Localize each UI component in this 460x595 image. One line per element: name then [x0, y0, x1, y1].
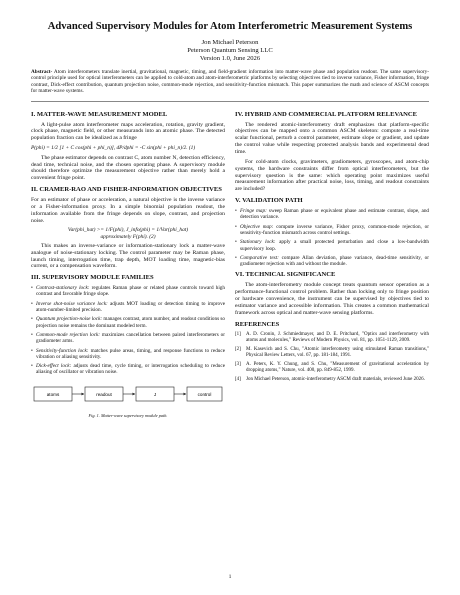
paragraph: This makes an inverse-variance or information-stationary lock a matter-wave analogue of noise-stationary locking. The control parameter may be Raman phase, launch timing, interrogation time, trap depth, MOT loading time, magnetic-bias current, or a compensation waveform. — [31, 242, 225, 270]
author-organization: Peterson Quantum Sensing LLC — [187, 47, 273, 54]
divider — [31, 101, 429, 102]
list-item: • Dick-effect lock: adjusts dead time, cycle timing, or interrogation scheduling to reduce aliasing of oscillator or vibration noise. — [31, 363, 225, 376]
diagram-label-control: control — [197, 391, 212, 397]
section-heading-6: VI. TECHNICAL SIGNIFICANCE — [235, 271, 336, 279]
list-item: • Common-mode rejection lock: maximizes cancellation between paired interferometers or gradiometer arms. — [31, 332, 225, 345]
equation-1: P(phi) = 1/2 [1 + C cos(phi + phi_n)], dP/dphi = -C sin(phi + phi_n)/2. (1) — [31, 145, 196, 152]
reference-item: [4] Jon Michael Peterson, atomic-interferometry ASCM draft materials, reviewed June 2026. — [235, 377, 425, 383]
section-heading-4: IV. HYBRID AND COMMERCIAL PLATFORM RELEVANCE — [235, 110, 418, 118]
page-number: 1 — [228, 574, 232, 580]
diagram-label-atoms: atoms — [46, 391, 60, 397]
paragraph: A light-pulse atom interferometer maps acceleration, rotation, gravity gradient, clock phase, magnetic field, or other measurands into an atomic phase. The detected population fraction can be idealized as a fringe — [31, 121, 225, 142]
validation-list — [235, 208, 429, 267]
list-item: • Sensitivity-function lock: matches pulse areas, timing, and response functions to reduce vibration or aliasing sensitivity. — [31, 348, 225, 361]
list-item: • Inverse shot-noise variance lock: adjusts MOT loading or detection timing to improve atom-number-limited precision. — [31, 301, 225, 314]
references-heading: REFERENCES — [235, 320, 280, 328]
paper-title: Advanced Supervisory Modules for Atom Interferometric Measurement Systems — [47, 21, 413, 32]
reference-item: [1] A. D. Cronin, J. Schmiedmayer, and D. E. Pritchard, "Optics and interferometry with atoms and molecules," Reviews of Modern Physics, vol. 81, pp. 1051-1129, 2009. — [235, 331, 429, 343]
diagram-label-readout: readout — [96, 391, 112, 397]
left-column — [31, 107, 225, 420]
paragraph: For an estimator of phase or acceleration, a natural objective is the inverse variance or a Fisher-information proxy. In a simple binomial population readout, the information available from the fringe depends on slope, contrast, and projection noise. — [31, 197, 225, 224]
right-column — [235, 107, 429, 420]
diagram-label-j: J — [153, 391, 157, 397]
section-heading-5: V. VALIDATION PATH — [235, 197, 303, 205]
paragraph: For cold-atom clocks, gravimeters, gradiometers, gyroscopes, and atom-chip systems, the hardware constraints differ from optical interferometers, but the supervisory question is the same: which operating point maximizes useful measurement information after practical noise, loss, timing, and readout constraints are included? — [235, 158, 429, 193]
list-item: • Quantum projection-noise lock: manages contrast, atom number, and readout conditions so projection noise remains the dominant modeled term. — [31, 316, 225, 329]
two-column-body — [31, 107, 429, 420]
module-family-list — [31, 285, 225, 376]
figure-1 — [31, 380, 225, 418]
equation-2-line-2: approximately F(phi). (2) — [100, 233, 156, 240]
module-path-diagram — [31, 380, 225, 408]
paragraph: The phase estimator depends on contrast C, atom number N, detection efficiency, dead time, technical noise, and the chosen operating phase. A supervisory module should therefore optimize the measurement objective rather than merely hold a convenient fringe point. — [31, 154, 225, 182]
equation-2 — [31, 227, 225, 239]
list-item: • Stationary lock: apply a small protected perturbation and close a low-bandwidth supervisory loop. — [235, 239, 429, 252]
list-item: • Contrast-stationary lock: regulates Raman phase or related phase controls toward high contrast and favorable fringe slope. — [31, 285, 225, 298]
abstract — [31, 69, 429, 95]
paragraph: The atom-interferometry module concept treats quantum sensor operation as a performance-functional control problem. Rather than locking only to fringe position or hardware convenience, the instrument can be supervised by objectives tied to estimator variance and accessible information. This creates a common mathematical framework across optical and matter-wave sensing platforms. — [235, 282, 429, 316]
list-item: • Fringe map: sweep Raman phase or equivalent phase and estimate contrast, slope, and detection variance. — [235, 208, 429, 221]
figure-caption: Fig. 1. Matter-wave supervisory module path. — [88, 412, 168, 418]
version-line: Version 1.0, June 2026 — [199, 55, 261, 62]
author-name: Jon Michael Peterson — [201, 39, 259, 46]
equation-2-line-1: Var(phi_hat) >= 1/F(phi), J_info(phi) = 1/Var(phi_hat) — [67, 227, 189, 234]
abstract-text: Atom interferometers translate inertial, gravitational, magnetic, timing, and field-gradient information into matter-wave phase and population readout. The same supervisory-control principle used for optical interferometers can be applied to cold-atom and atom-interferometric platforms by selecting objectives tied to inverse variance, Fisher information, fringe contrast, Dick-effect contribution, quantum projection noise, common-mode rejection, and sensitivity-function mismatch. This paper summarizes the math and science of ASCM concepts for matter-wave systems. — [31, 69, 429, 95]
paragraph: The rendered atomic-interferometry draft emphasizes that platform-specific objectives can be mapped onto a common ASCM skeleton: compute a real-time scalar functional, perturb a control parameter, estimate slope or gradient, and update the control value while respecting protected analysis bands and experimental dead time. — [235, 121, 429, 155]
reference-item: [2] M. Kasevich and S. Chu, "Atomic interferometry using stimulated Raman transitions," Physical Review Letters, vol. 67, pp. 181-184, 1991. — [235, 346, 429, 358]
list-item: • Comparative test: compare Allan deviation, phase variance, dead-time sensitivity, or gradiometer rejection with and without the module. — [235, 255, 429, 268]
abstract-label: Abstract- — [31, 69, 53, 75]
section-heading-2: II. CRAMER-RAO AND FISHER-INFORMATION OBJECTIVES — [31, 186, 222, 194]
section-heading-3: III. SUPERVISORY MODULE FAMILIES — [31, 274, 154, 282]
reference-item: [3] A. Peters, K. Y. Chung, and S. Chu, "Measurement of gravitational acceleration by dropping atoms," Nature, vol. 400, pp. 849-852, 1999. — [235, 362, 429, 374]
list-item: • Objective map: compute inverse variance, Fisher proxy, common-mode rejection, or sensitivity-function mismatch across control settings. — [235, 224, 429, 237]
section-heading-1: I. MATTER-WAVE MEASUREMENT MODEL — [31, 110, 168, 118]
